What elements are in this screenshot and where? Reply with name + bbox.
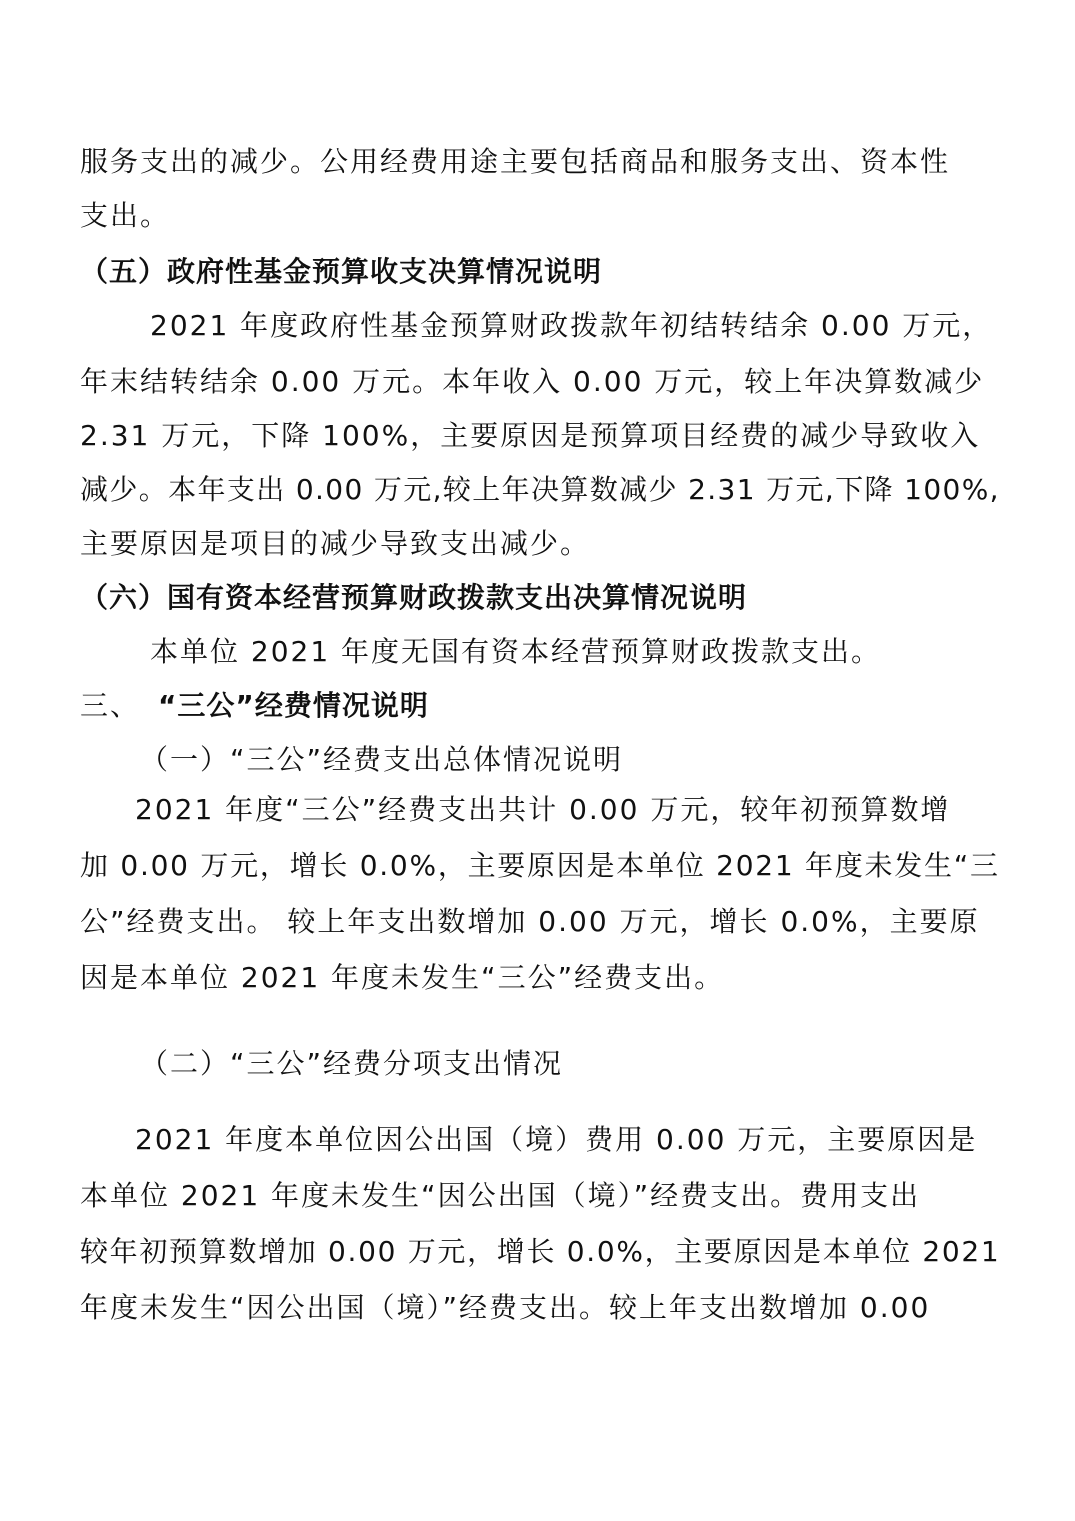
section-heading-6: （六）国有资本经营预算财政拨款支出决算情况说明 [80,581,748,614]
body-text-line: 2021 年度“三公”经费支出共计 0.00 万元，较年初预算数增 [135,793,951,826]
body-text-line: 本单位 2021 年度无国有资本经营预算财政拨款支出。 [150,635,882,668]
body-text-line: 2021 年度本单位因公出国（境）费用 0.00 万元，主要原因是 [135,1123,978,1156]
body-text-line: 2.31 万元，下降 100%，主要原因是预算项目经费的减少导致收入 [80,419,981,452]
body-text-line: 减少。本年支出 0.00 万元,较上年决算数减少 2.31 万元,下降 100%, [80,473,1000,506]
section-title: “三公”经费情况说明 [158,689,429,722]
body-text-line: 公”经费支出。 较上年支出数增加 0.00 万元，增长 0.0%，主要原 [80,905,980,938]
section-heading-5: （五）政府性基金预算收支决算情况说明 [80,255,603,288]
body-text-line: 本单位 2021 年度未发生“因公出国（境）”经费支出。费用支出 [80,1179,921,1212]
body-text-line: 2021 年度政府性基金预算财政拨款年初结转结余 0.00 万元， [150,309,993,342]
section-three-heading [80,686,429,726]
body-text-line: 较年初预算数增加 0.00 万元，增长 0.0%，主要原因是本单位 2021 [80,1235,1001,1268]
subheading-2: （二）“三公”经费分项支出情况 [140,1047,564,1080]
body-text-line: 年度未发生“因公出国（境）”经费支出。较上年支出数增加 0.00 [80,1291,931,1324]
subheading-1: （一）“三公”经费支出总体情况说明 [140,743,624,776]
body-text-line: 支出。 [80,199,171,232]
body-text-line: 年末结转结余 0.00 万元。本年收入 0.00 万元，较上年决算数减少 [80,365,985,398]
body-text-line: 因是本单位 2021 年度未发生“三公”经费支出。 [80,961,725,994]
body-text-line: 服务支出的减少。公用经费用途主要包括商品和服务支出、资本性 [80,145,951,178]
section-number: 三、 [80,689,141,722]
body-text-line: 加 0.00 万元，增长 0.0%，主要原因是本单位 2021 年度未发生“三 [80,849,1000,882]
body-text-line: 主要原因是项目的减少导致支出减少。 [80,527,591,560]
